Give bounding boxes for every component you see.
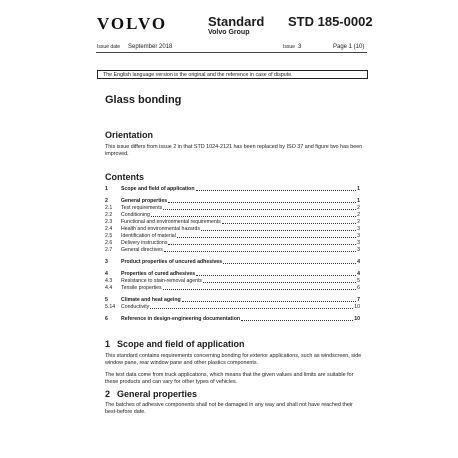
issue-date: September 2018 [128,44,173,50]
toc-entry-page: 10 [354,304,360,310]
section-2-paragraph-1: The batches of adhesive components shall not be damaged in any way and shall not have reached their best-before date. [105,402,353,415]
toc-entry-number: 2.3 [105,219,113,225]
toc-entry-page: 3 [357,247,360,253]
standard-label: Standard [208,14,265,29]
toc-entry[interactable] [105,212,360,219]
toc-leader-dots [168,202,356,203]
section-1-paragraph-1: This standard contains requirements concerning bonding for exterior applications, such as windscreen, side window pane, rear window pane and other plastics components. [105,353,362,366]
toc-entry-title: Reference in design-engineering documentation [121,316,241,322]
toc-entry-title: Resistance to stain-removal agents [121,278,203,284]
toc-entry-number: 4 [105,271,108,277]
toc-entry-number: 4.3 [105,278,113,284]
toc-entry-page: 1 [357,186,360,192]
toc-entry-title: General properties [121,198,168,204]
toc-entry-number: 5 [105,297,108,303]
toc-entry-page: 2 [357,212,360,218]
issue-label: Issue [283,44,295,50]
document-number: STD 185-0002 [288,14,373,29]
section-number: 1 [105,339,111,349]
toc-entry-page: 3 [357,233,360,239]
toc-entry-page: 7 [357,297,360,303]
toc-entry[interactable] [105,247,360,254]
toc-entry-title: Product properties of uncured adhesives [121,259,223,265]
toc-leader-dots [182,301,356,302]
toc-entry-number: 2 [105,198,108,204]
toc-entry[interactable] [105,259,360,266]
toc-entry[interactable] [105,186,360,193]
page-info: Page 1 (10) [333,44,365,50]
toc-entry[interactable] [105,278,360,285]
toc-leader-dots [203,282,356,283]
toc-entry-number: 4.4 [105,285,113,291]
toc-entry-page: 6 [357,285,360,291]
toc-entry[interactable] [105,285,360,292]
toc-entry-title: Delivery instructions [121,240,168,246]
section-number: 2 [105,389,111,399]
section-title: Scope and field of application [117,339,245,349]
toc-entry[interactable] [105,240,360,247]
toc-leader-dots [163,289,356,290]
volvo-logo: VOLVO [97,14,168,33]
toc-entry-number: 1 [105,186,108,192]
toc-leader-dots [196,190,357,191]
toc-entry-page: 4 [357,271,360,277]
document-title: Glass bonding [105,94,182,106]
toc-leader-dots [196,275,356,276]
toc-entry-title: Climate and heat ageing [121,297,181,303]
toc-entry-title: Health and environmental hazards [121,226,201,232]
toc-entry-title: Tensile properties [121,285,162,291]
toc-entry[interactable] [105,297,360,304]
toc-leader-dots [168,244,356,245]
orientation-text: This issue differs from issue 2 in that STD 1024-2121 has been replaced by ISO 37 and figure two has been improved. [105,144,363,157]
issue-date-label: Issue date [97,44,121,50]
toc-entry-number: 2.5 [105,233,113,239]
toc-leader-dots [177,237,356,238]
section-1-heading [105,339,245,349]
orientation-heading: Orientation [105,130,154,140]
header-divider [96,52,367,53]
toc-entry-page: 1 [357,198,360,204]
toc-entry-number: 2.6 [105,240,113,246]
toc-entry[interactable] [105,198,360,205]
toc-entry-title: Functional and environmental requirements [121,219,221,225]
toc-leader-dots [222,223,356,224]
toc-leader-dots [151,216,356,217]
toc-entry-title: Scope and field of application [121,186,195,192]
toc-entry-title: Conditioning [121,212,150,218]
toc-leader-dots [164,251,356,252]
toc-entry[interactable] [105,226,360,233]
toc-entry-title: Identification of material [121,233,176,239]
toc-entry[interactable] [105,205,360,212]
toc-entry[interactable] [105,304,360,311]
toc-entry[interactable] [105,316,360,323]
toc-entry-title: Test requirements [121,205,163,211]
toc-leader-dots [201,230,356,231]
toc-entry-page: 5 [357,278,360,284]
toc-entry-page: 3 [357,240,360,246]
toc-entry-title: General directives [121,247,163,253]
toc-leader-dots [223,263,356,264]
toc-entry-page: 3 [357,226,360,232]
toc-leader-dots [150,308,353,309]
toc-entry-number: 2.4 [105,226,113,232]
toc-entry-page: 2 [357,219,360,225]
toc-entry-number: 2.1 [105,205,113,211]
toc-leader-dots [241,320,353,321]
section-title: General properties [117,389,198,399]
toc-entry[interactable] [105,233,360,240]
toc-entry-page: 10 [354,316,360,322]
toc-entry-number: 2.7 [105,247,113,253]
section-1-paragraph-2: The test data come from truck applications, which means that the given values and limits are suitable for these products and can vary for other types of vehicles. [105,372,354,385]
toc-entry-number: 2.2 [105,212,113,218]
issue-number: 3 [298,44,302,50]
group-label: Volvo Group [208,29,250,36]
toc-entry-title: Properties of cured adhesives [121,271,196,277]
language-notice: The English language version is the original and the reference in case of dispute. [97,70,368,79]
toc-entry-number: 6 [105,316,108,322]
toc-entry-page: 2 [357,205,360,211]
toc-entry-number: 3 [105,259,108,265]
toc-entry-page: 4 [357,259,360,265]
toc-entry[interactable] [105,219,360,226]
toc-leader-dots [163,209,356,210]
toc-entry-title: Conductivity [121,304,150,310]
contents-heading: Contents [105,172,144,182]
section-2-heading [105,389,197,399]
toc-entry-number: 5.14 [105,304,116,310]
toc-entry[interactable] [105,271,360,278]
